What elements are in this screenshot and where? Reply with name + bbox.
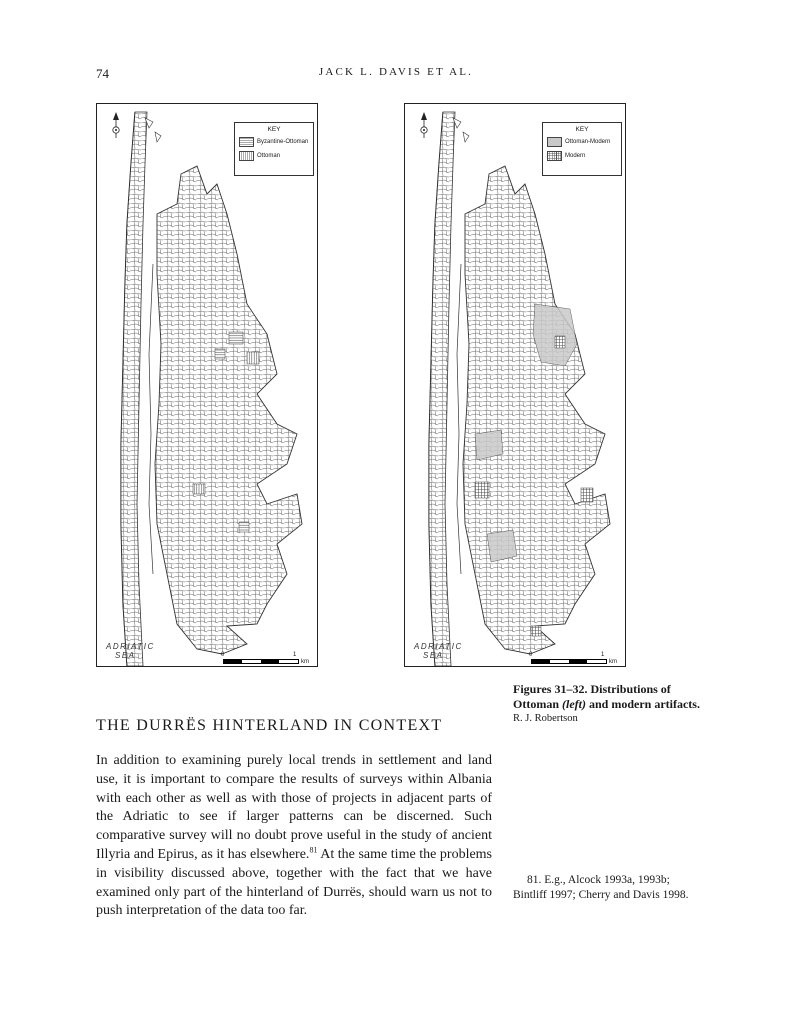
- map-drawing: [97, 104, 317, 666]
- scale-zero: 0: [529, 652, 533, 658]
- grey-fill-swatch: [547, 137, 562, 147]
- cross-hatch-swatch: [547, 151, 562, 161]
- paragraph-text: In addition to examining purely local trends in settlement and land use, it is important to compare the results of surveys within Albania with each other as well as with those of projects in adjacent parts of the Adriatic to see if larger patterns can be discerned. Such comparative survey will no doubt prove useful in the study of ancient Illyria and Epirus, as it has elsewhere.: [96, 753, 492, 862]
- key-entry-label: Ottoman: [257, 153, 281, 159]
- key-entry-label: Ottoman-Modern: [565, 139, 611, 145]
- key-entry-modern: [547, 151, 621, 161]
- scale-bar: [529, 652, 619, 664]
- sea-label-line2: SEA: [115, 651, 136, 660]
- sea-label: [414, 642, 463, 660]
- key-title: KEY: [267, 126, 281, 133]
- map-figure-31: [96, 103, 318, 667]
- running-head: JACK L. DAVIS ET AL.: [318, 66, 474, 78]
- key-entry-byzantine-ottoman: [239, 137, 313, 147]
- scale-track: [223, 659, 299, 664]
- footnote-ref[interactable]: 81: [309, 845, 318, 855]
- scale-zero: 0: [221, 652, 225, 658]
- sea-label: [106, 642, 155, 660]
- footnote-line1: 81. E.g., Alcock 1993a, 1993b;: [527, 874, 670, 886]
- map-key: [542, 122, 622, 176]
- scale-bar: [221, 652, 311, 664]
- map-drawing: [405, 104, 625, 666]
- vertical-hatch-swatch: [239, 151, 254, 161]
- scale-one: 1: [293, 652, 297, 658]
- key-entry-label: Byzantine-Ottoman: [257, 139, 309, 145]
- horizontal-hatch-swatch: [239, 137, 254, 147]
- north-arrow-icon: [421, 112, 427, 138]
- scale-unit: km: [301, 659, 309, 665]
- body-paragraph: [96, 752, 492, 921]
- sea-label-line2: SEA: [423, 651, 444, 660]
- paragraph-text-cont: At the same time the problems in visibility discussed above, together with the fact that we have examined only part of the hinterland of Durrës, should warn us not to push interpretation of the data too far.: [96, 846, 493, 919]
- map-key: [234, 122, 314, 176]
- page-number: 74: [96, 66, 109, 81]
- scale-one: 1: [601, 652, 605, 658]
- caption-text: Figures 31–32. Distributions of Ottoman: [513, 682, 671, 711]
- section-heading: THE DURRËS HINTERLAND IN CONTEXT: [96, 717, 443, 734]
- key-entry-ottoman-modern: [547, 137, 621, 147]
- scale-track: [531, 659, 607, 664]
- key-title: KEY: [575, 126, 589, 133]
- caption-text-end: and modern artifacts.: [585, 697, 700, 711]
- figure-caption: [513, 682, 713, 712]
- footnote-line2: Bintliff 1997; Cherry and Davis 1998.: [513, 889, 689, 901]
- map-figure-32: [404, 103, 626, 667]
- north-arrow-icon: [113, 112, 119, 138]
- scale-unit: km: [609, 659, 617, 665]
- key-entry-label: Modern: [565, 153, 586, 159]
- sea-label-line1: ADRIATIC: [414, 642, 463, 651]
- caption-italic: (left): [562, 697, 586, 711]
- figure-credit: R. J. Robertson: [513, 713, 578, 724]
- sea-label-line1: ADRIATIC: [106, 642, 155, 651]
- footnote: [513, 873, 713, 903]
- key-entry-ottoman: [239, 151, 313, 161]
